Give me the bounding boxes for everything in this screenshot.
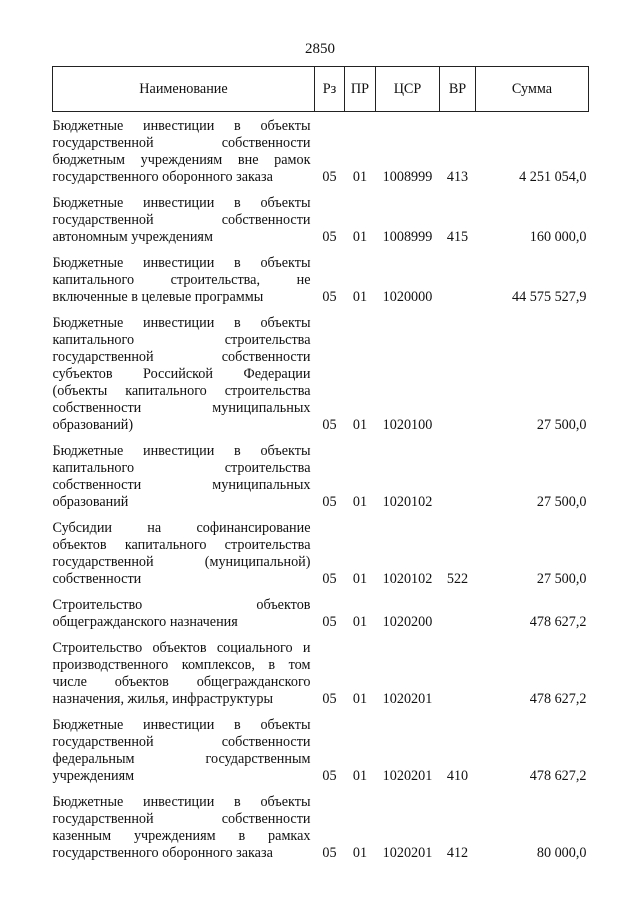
row-name-line: собственности муниципальных — [52, 400, 311, 416]
row-name-line: государственной собственности — [52, 135, 311, 151]
row-name-line: назначения, жилья, инфраструктуры — [52, 691, 273, 707]
row-name — [53, 309, 315, 437]
row-csr: 1020201 — [382, 768, 433, 784]
row-sum: 27 500,0 — [536, 417, 587, 433]
row-name — [53, 514, 315, 591]
row-name — [53, 591, 315, 634]
header-pr: ПР — [345, 67, 376, 112]
row-name-line: образований) — [52, 417, 134, 433]
row-rz: 05 — [322, 417, 337, 433]
row-sum: 44 575 527,9 — [512, 289, 587, 305]
row-sum: 478 627,2 — [529, 691, 587, 707]
row-csr: 1020100 — [382, 417, 433, 433]
row-name-line: образований — [52, 494, 129, 510]
row-name-line: государственной собственности — [52, 349, 311, 365]
header-csr: ЦСР — [376, 67, 440, 112]
table-row — [53, 189, 589, 249]
row-name-line: капитального строительства — [52, 460, 311, 476]
row-pr: 01 — [352, 289, 368, 305]
table-body — [53, 112, 589, 866]
row-rz: 05 — [322, 571, 337, 587]
table-row — [53, 437, 589, 514]
row-sum: 27 500,0 — [536, 494, 587, 510]
row-pr: 01 — [352, 571, 368, 587]
table-row — [53, 309, 589, 437]
row-rz: 05 — [322, 845, 337, 861]
row-name — [53, 788, 315, 865]
row-csr: 1020201 — [382, 691, 433, 707]
row-rz: 05 — [322, 169, 337, 185]
budget-table — [52, 66, 589, 865]
row-vr — [440, 437, 476, 514]
row-csr: 1020200 — [382, 614, 433, 630]
row-name-line: казенным учреждениям в рамках — [52, 828, 311, 844]
row-csr: 1008999 — [382, 229, 433, 245]
row-csr: 1020000 — [382, 289, 433, 305]
row-name-line: субъектов Российской Федерации — [52, 366, 311, 382]
row-pr: 01 — [352, 229, 368, 245]
row-csr: 1020201 — [382, 845, 433, 861]
row-name-line: государственной собственности — [52, 734, 311, 750]
row-name-line: Бюджетные инвестиции в объекты — [52, 315, 311, 331]
row-name-line: государственной собственности — [52, 811, 311, 827]
table-row — [53, 788, 589, 865]
row-name-line: числе объектов общегражданского — [52, 674, 311, 690]
row-name-line: собственности — [52, 571, 142, 587]
table-row — [53, 634, 589, 711]
row-pr: 01 — [352, 494, 368, 510]
row-name-line: (объекты капитального строительства — [52, 383, 311, 399]
row-rz: 05 — [322, 289, 337, 305]
row-name-line: общегражданского назначения — [52, 614, 238, 630]
row-name-line: государственного оборонного заказа — [52, 845, 273, 861]
row-name-line: Субсидии на софинансирование — [52, 520, 311, 536]
table-header-row — [53, 67, 589, 112]
row-name-line: Бюджетные инвестиции в объекты — [52, 255, 311, 271]
row-name-line: Бюджетные инвестиции в объекты — [52, 717, 311, 733]
row-pr: 01 — [352, 614, 368, 630]
row-vr: 412 — [446, 845, 469, 861]
row-name-line: капитального строительства, не — [52, 272, 311, 288]
row-name — [53, 189, 315, 249]
row-name-line: государственной собственности — [52, 212, 311, 228]
row-pr: 01 — [352, 169, 368, 185]
table-row — [53, 514, 589, 591]
row-name-line: Бюджетные инвестиции в объекты — [52, 195, 311, 211]
row-rz: 05 — [322, 229, 337, 245]
row-name-line: собственности муниципальных — [52, 477, 311, 493]
row-vr — [440, 634, 476, 711]
row-name-line: Бюджетные инвестиции в объекты — [52, 794, 311, 810]
row-vr: 413 — [446, 169, 469, 185]
row-sum: 80 000,0 — [536, 845, 587, 861]
row-name — [53, 437, 315, 514]
row-name — [53, 112, 315, 190]
row-rz: 05 — [322, 768, 337, 784]
row-csr: 1020102 — [382, 494, 433, 510]
row-sum: 478 627,2 — [529, 614, 587, 630]
table-row — [53, 249, 589, 309]
row-name — [53, 711, 315, 788]
row-name-line: государственного оборонного заказа — [52, 169, 273, 185]
table-row — [53, 112, 589, 190]
row-vr: 410 — [446, 768, 469, 784]
row-csr: 1020102 — [382, 571, 433, 587]
table-row — [53, 591, 589, 634]
row-name-line: Бюджетные инвестиции в объекты — [52, 443, 311, 459]
row-name-line: бюджетным учреждениям вне рамок — [52, 152, 311, 168]
table-row — [53, 711, 589, 788]
row-sum: 160 000,0 — [529, 229, 587, 245]
row-name — [53, 249, 315, 309]
row-name-line: федеральным государственным — [52, 751, 311, 767]
row-csr: 1008999 — [382, 169, 433, 185]
row-name-line: производственного комплексов, в том — [52, 657, 311, 673]
row-name-line: Строительство объектов социального и — [52, 640, 311, 656]
row-sum: 478 627,2 — [529, 768, 587, 784]
row-rz: 05 — [322, 691, 337, 707]
row-name-line: капитального строительства — [52, 332, 311, 348]
row-name-line: государственной (муниципальной) — [52, 554, 311, 570]
row-name-line: Строительство объектов — [52, 597, 311, 613]
page-number: 2850 — [305, 41, 335, 57]
header-sum: Сумма — [476, 67, 589, 112]
row-rz: 05 — [322, 494, 337, 510]
row-pr: 01 — [352, 768, 368, 784]
header-name: Наименование — [53, 67, 315, 112]
row-name-line: автономным учреждениям — [52, 229, 213, 245]
row-vr: 415 — [446, 229, 469, 245]
row-vr — [440, 591, 476, 634]
row-vr: 522 — [446, 571, 469, 587]
row-name-line: учреждениям — [52, 768, 135, 784]
row-sum: 27 500,0 — [536, 571, 587, 587]
row-name-line: Бюджетные инвестиции в объекты — [52, 118, 311, 134]
row-name-line: объектов капитального строительства — [52, 537, 311, 553]
header-rz: Рз — [315, 67, 345, 112]
row-pr: 01 — [352, 417, 368, 433]
header-vr: ВР — [440, 67, 476, 112]
row-pr: 01 — [352, 691, 368, 707]
row-pr: 01 — [352, 845, 368, 861]
row-name — [53, 634, 315, 711]
row-name-line: включенные в целевые программы — [52, 289, 264, 305]
row-sum: 4 251 054,0 — [519, 169, 587, 185]
row-vr — [440, 309, 476, 437]
row-vr — [440, 249, 476, 309]
row-rz: 05 — [322, 614, 337, 630]
